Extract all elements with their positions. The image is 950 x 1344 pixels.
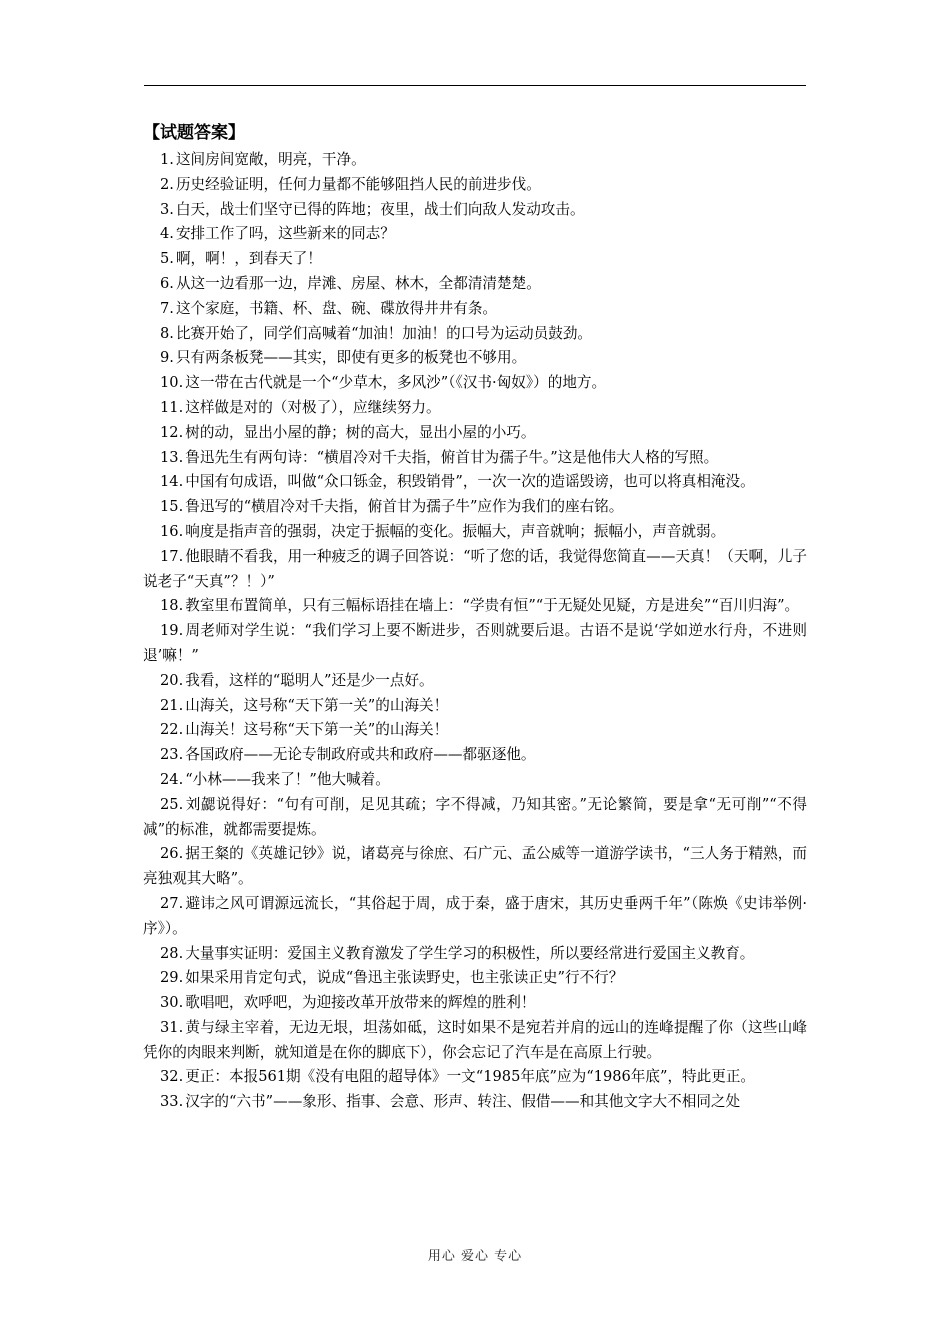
- answer-number: 13.: [160, 448, 184, 466]
- answer-item: [143, 346, 807, 371]
- header-rule: [144, 85, 806, 86]
- answer-text: 汉字的“六书”——象形、指事、会意、形声、转注、假借——和其他文字大不相同之处: [185, 1093, 741, 1111]
- answer-text: 白天，战士们坚守已得的阵地；夜里，战士们向敌人发动攻击。: [175, 200, 585, 218]
- answer-number: 7.: [160, 299, 174, 317]
- answer-number: 21.: [160, 696, 184, 714]
- answer-text: 只有两条板凳——其实，即使有更多的板凳也不够用。: [175, 349, 527, 367]
- answer-number: 24.: [160, 770, 184, 788]
- answer-number: 29.: [160, 969, 184, 987]
- answer-text: 这个家庭，书籍、杯、盘、碗、碟放得井井有条。: [175, 299, 498, 317]
- answer-item: [143, 272, 807, 297]
- answer-item: [143, 148, 807, 173]
- answer-text: 这间房间宽敞，明亮，干净。: [175, 151, 366, 168]
- answer-number: 20.: [160, 671, 184, 689]
- answer-item: [143, 446, 807, 471]
- answer-text: 鲁迅先生有两句诗：“横眉冷对千夫指，俯首甘为孺子牛。”这是他伟大人格的写照。: [185, 448, 719, 466]
- answer-text: 周老师对学生说：“我们学习上要不断进步，否则就要后退。古语不是说‘学如逆水行舟，不进则退’嘛！”: [143, 622, 807, 664]
- answer-item: [143, 669, 807, 694]
- answer-text: 教室里布置简单，只有三幅标语挂在墙上：“学贵有恒”“于无疑处见疑，方是进矣”“百川归海”。: [185, 597, 800, 615]
- answer-number: 3.: [160, 200, 174, 218]
- answer-text: 中国有句成语，叫做“众口铄金，积毁销骨”，一次一次的造谣毁谤，也可以将真相淹没。: [185, 473, 755, 491]
- answer-number: 27.: [160, 894, 184, 912]
- answer-section: [143, 120, 807, 1115]
- answer-item: [143, 322, 807, 347]
- answer-number: 33.: [160, 1093, 184, 1111]
- answer-number: 1.: [160, 151, 174, 168]
- answer-item: [143, 942, 807, 967]
- answer-item: [143, 1065, 807, 1090]
- answer-item: [143, 594, 807, 619]
- answer-text: 如果采用肯定句式，说成“鲁迅主张读野史，也主张读正史”行不行？: [185, 969, 624, 987]
- answer-text: 山海关！这号称“天下第一关”的山海关！: [185, 721, 449, 739]
- answer-text: 各国政府——无论专制政府或共和政府——都驱逐他。: [185, 746, 536, 764]
- answer-item: [143, 991, 807, 1016]
- answer-number: 31.: [160, 1018, 184, 1036]
- answer-number: 10.: [160, 374, 184, 392]
- page-footer: 用心 爱心 专心: [427, 1249, 523, 1264]
- answer-item: [143, 743, 807, 768]
- answer-item: [143, 297, 807, 322]
- answer-list: [143, 148, 807, 1115]
- answer-item: [143, 495, 807, 520]
- answer-number: 5.: [160, 250, 174, 268]
- answer-number: 12.: [160, 423, 184, 441]
- answer-text: 据王粲的《英雄记钞》说，诸葛亮与徐庶、石广元、孟公威等一道游学读书，“三人务于精熟，而亮独观其大略”。: [143, 845, 807, 888]
- answer-item: [143, 173, 807, 198]
- answer-item: [143, 793, 807, 843]
- answer-number: 9.: [160, 349, 174, 367]
- answer-number: 28.: [160, 944, 184, 962]
- answer-number: 26.: [160, 845, 184, 863]
- answer-item: [143, 545, 807, 595]
- answer-item: [143, 718, 807, 743]
- answer-item: [143, 1090, 807, 1115]
- answer-item: [143, 842, 807, 892]
- answer-number: 25.: [160, 795, 184, 813]
- answer-text: 啊，啊！，到春天了！: [175, 250, 322, 268]
- answer-number: 32.: [160, 1068, 184, 1086]
- answer-number: 30.: [160, 994, 184, 1012]
- answer-item: [143, 222, 807, 247]
- answer-item: [143, 892, 807, 942]
- answer-text: 他眼睛不看我，用一种疲乏的调子回答说：“听了您的话，我觉得您简直——天真！（天啊，儿子说老子“天真”？！）”: [143, 547, 807, 590]
- answer-text: 响度是指声音的强弱，决定于振幅的变化。振幅大，声音就响；振幅小，声音就弱。: [185, 522, 726, 540]
- answer-item: [143, 1016, 807, 1066]
- answer-number: 19.: [160, 622, 184, 640]
- answer-item: [143, 619, 807, 669]
- answer-number: 18.: [160, 597, 184, 615]
- answer-number: 6.: [160, 274, 174, 292]
- answer-text: 避讳之风可谓源远流长，“其俗起于周，成于秦，盛于唐宋，其历史垂两千年”（陈焕《史讳举例·序》）。: [143, 894, 807, 937]
- answer-number: 4.: [160, 225, 174, 243]
- answer-text: 鲁迅写的“横眉冷对千夫指，俯首甘为孺子牛”应作为我们的座右铭。: [185, 498, 624, 516]
- answer-text: 歌唱吧，欢呼吧，为迎接改革开放带来的辉煌的胜利！: [185, 994, 536, 1012]
- answer-item: [143, 421, 807, 446]
- answer-number: 22.: [160, 721, 184, 739]
- answer-text: 我看，这样的“聪明人”还是少一点好。: [185, 671, 434, 689]
- answer-number: 11.: [160, 398, 184, 416]
- answer-text: 更正：本报561期《没有电阻的超导体》一文“1985年底”应为“1986年底”，特此更正。: [185, 1068, 756, 1086]
- answer-number: 17.: [160, 547, 184, 565]
- answer-item: [143, 520, 807, 545]
- answer-text: 安排工作了吗，这些新来的同志？: [175, 225, 395, 243]
- answer-item: [143, 198, 807, 223]
- answer-text: 比赛开始了，同学们高喊着“加油！加油！的口号为运动员鼓劲。: [175, 324, 593, 342]
- section-heading: 【试题答案】: [143, 123, 245, 143]
- answer-item: [143, 470, 807, 495]
- answer-number: 14.: [160, 473, 184, 491]
- answer-number: 23.: [160, 746, 184, 764]
- answer-item: [143, 694, 807, 719]
- answer-item: [143, 371, 807, 396]
- answer-text: 山海关，这号称“天下第一关”的山海关！: [185, 696, 449, 714]
- answer-text: 从这一边看那一边，岸滩、房屋、林木，全都清清楚楚。: [175, 274, 541, 292]
- answer-text: 这一带在古代就是一个“少草木，多风沙”（《汉书·匈奴》）的地方。: [185, 374, 607, 392]
- answer-text: 大量事实证明：爱国主义教育激发了学生学习的积极性，所以要经常进行爱国主义教育。: [185, 944, 755, 962]
- answer-number: 16.: [160, 522, 184, 540]
- answer-text: 这样做是对的（对极了），应继续努力。: [185, 398, 441, 416]
- answer-number: 15.: [160, 498, 184, 516]
- answer-number: 2.: [160, 175, 174, 193]
- answer-text: 刘勰说得好：“句有可削，足见其疏；字不得减，乃知其密。”无论繁简，要是拿“无可削”“不得减”的标准，就都需要提炼。: [143, 795, 807, 838]
- answer-item: [143, 247, 807, 272]
- answer-text: 黄与绿主宰着，无边无垠，坦荡如砥，这时如果不是宛若并肩的远山的连峰提醒了你（这些山峰凭你的肉眼来判断，就知道是在你的脚底下），你会忘记了汽车是在高原上行驶。: [143, 1018, 807, 1061]
- answer-text: 树的动，显出小屋的静；树的高大，显出小屋的小巧。: [185, 423, 536, 441]
- answer-text: 历史经验证明，任何力量都不能够阻挡人民的前进步伐。: [175, 175, 541, 193]
- answer-item: [143, 966, 807, 991]
- answer-item: [143, 396, 807, 421]
- answer-number: 8.: [160, 324, 174, 342]
- answer-text: “小林——我来了！”他大喊着。: [185, 770, 390, 788]
- answer-item: [143, 768, 807, 793]
